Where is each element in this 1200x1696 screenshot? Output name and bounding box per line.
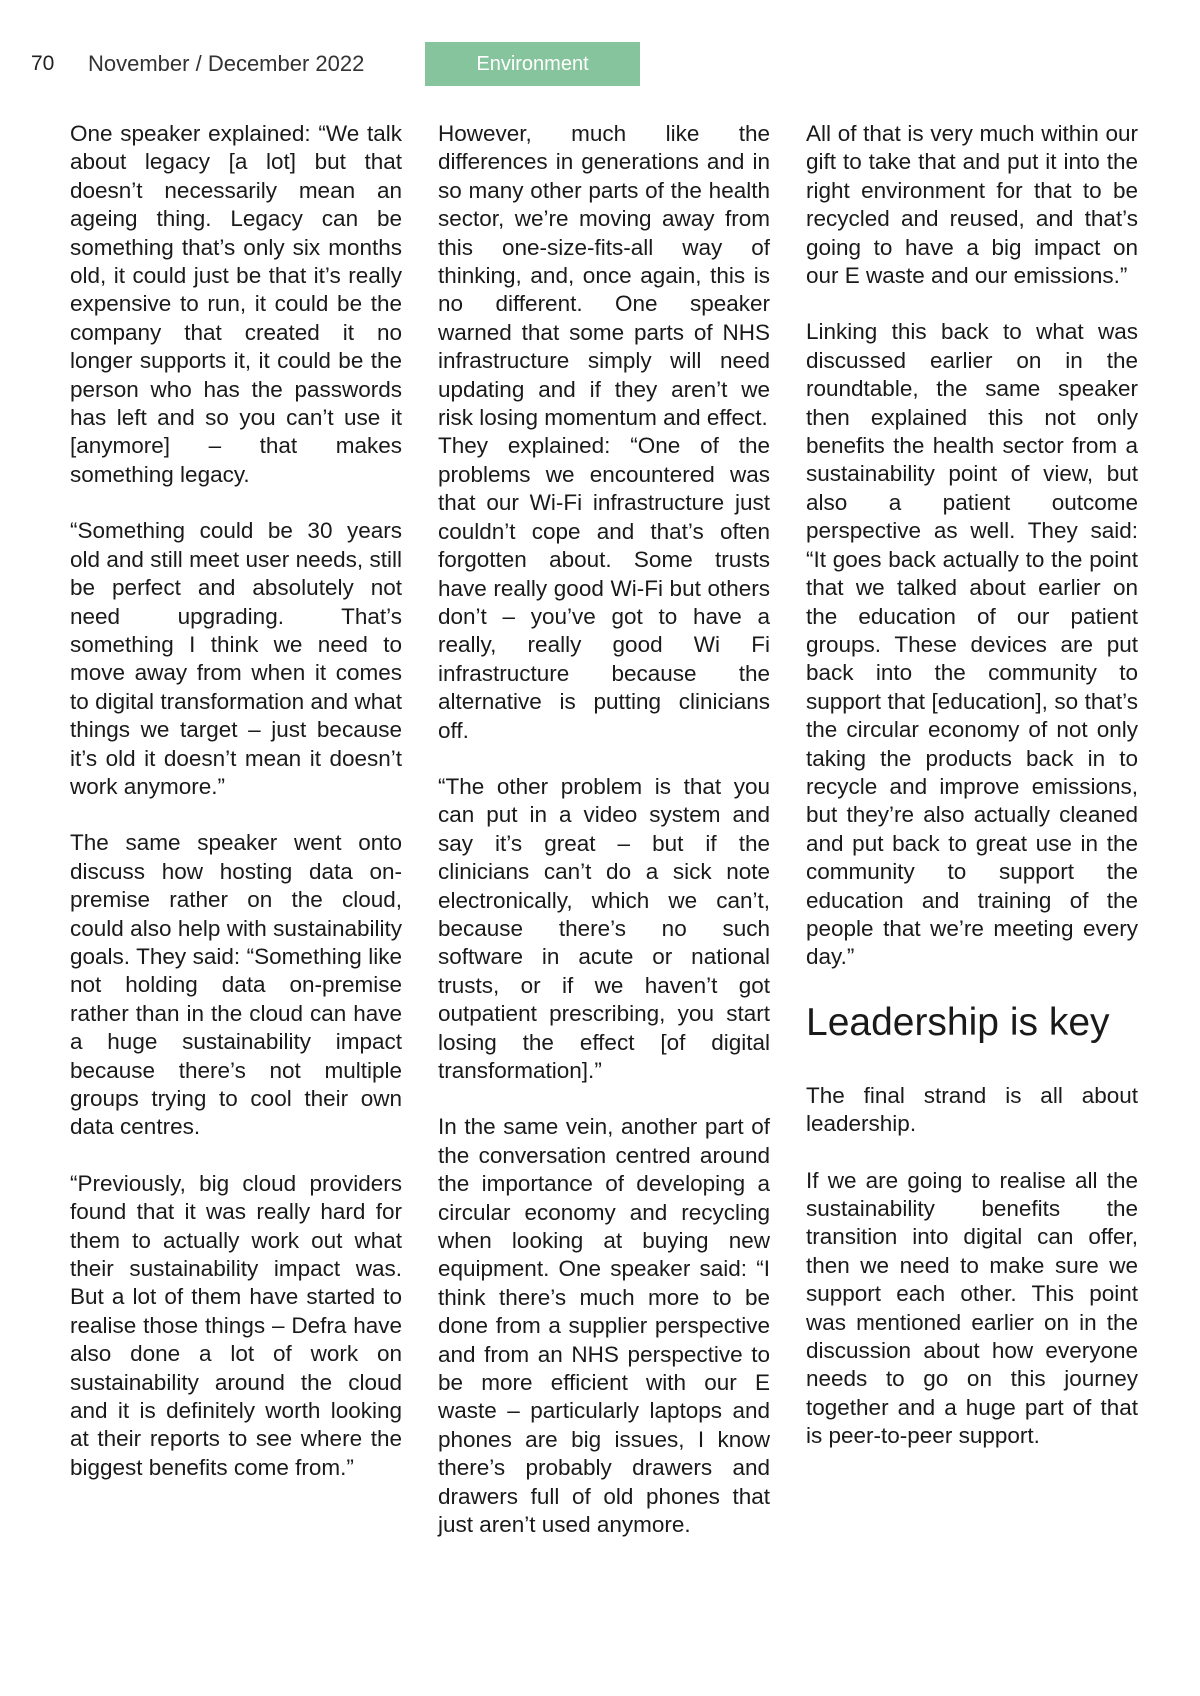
paragraph: “The other problem is that you can put in a video system and say it’s great – but if the clinicians can’t do a sick note electronically, which we can’t, because there’s no such software in acute or national trusts, or if we haven’t got outpatient prescribing, you start losing the effect [of digital transformation].” [438, 773, 770, 1083]
column-2 [438, 120, 770, 1568]
paragraph: The same speaker went onto discuss how hosting data on-premise rather on the cloud, could also help with sustainability goals. They said: “Something like not holding data on-premise rather than in the cloud can have a huge sustainability impact because there’s not multiple groups trying to cool their own data centres. [70, 830, 402, 1140]
paragraph: Linking this back to what was discussed earlier on in the roundtable, the same speaker then explained this not only benefits the health sector from a sustainability point of view, but also a patient outcome perspective as well. They said: “It goes back actually to the point that we talked about earlier on the education of our patient groups. These devices are put back into the community to support that [education], so that’s the circular economy of not only taking the products back in to recycle and improve emissions, but they’re also actually cleaned and put back to great use in the community to support the education and training of the people that we’re meeting every day.” [806, 319, 1138, 970]
paragraph: They explained: “One of the problems we encountered was that our Wi-Fi infrastructure just couldn’t cope and that’s often forgotten about. Some trusts have really good Wi-Fi but others don’t – you’ve got to have a really, really good Wi Fi infrastructure because the alternative is putting clinicians off. [438, 433, 770, 743]
paragraph: All of that is very much within our gift to take that and put it into the right environment for that to be recycled and reused, and that’s going to have a big impact on our E waste and our emissions.” [806, 121, 1138, 289]
paragraph: In the same vein, another part of the conversation centred around the importance of developing a circular economy and recycling when looking at buying new equipment. One speaker said: “I think there’s much more to be done from a supplier perspective and from an NHS perspective to be more efficient with our E waste – particularly laptops and phones are big issues, I know there’s probably drawers and drawers full of old phones that just aren’t used anymore. [438, 1114, 770, 1538]
subheading: Leadership is key [806, 1000, 1110, 1044]
issue-date: November / December 2022 [88, 51, 365, 76]
section-tag: Environment [425, 42, 640, 86]
paragraph: “Previously, big cloud providers found that it was really hard for them to actually work out what their sustainability impact was. But a lot of them have started to realise those things – Defra have also done a lot of work on sustainability around the cloud and it is definitely worth looking at their reports to see where the biggest benefits come from.” [70, 1170, 402, 1480]
page-number: 70 [31, 52, 55, 75]
article-body [70, 120, 1138, 1568]
paragraph: However, much like the differences in generations and in so many other parts of the health sector, we’re moving away from this one-size-fits-all way of thinking, and, once again, this is no different. One speaker warned that some parts of NHS infrastructure simply will need updating and if they aren’t we risk losing momentum and effect. [438, 121, 770, 431]
page-header [31, 41, 640, 87]
paragraph: If we are going to realise all the sustainability benefits the transition into digital can offer, then we need to make sure we support each other. This point was mentioned earlier on in the discussion about how everyone needs to go on this journey together and a huge part of that is peer-to-peer support. [806, 1167, 1138, 1449]
paragraph: “Something could be 30 years old and still meet user needs, still be perfect and absolutely not need upgrading. That’s something I think we need to move away from when it comes to digital transformation and what things we target – just because it’s old it doesn’t mean it doesn’t work anymore.” [70, 518, 402, 799]
paragraph: One speaker explained: “We talk about legacy [a lot] but that doesn’t necessarily mean an ageing thing. Legacy can be something that’s only six months old, it could just be that it’s really expensive to run, it could be the company that created it no longer supports it, it could be the person who has the passwords has left and so you can’t use it [anymore] – that makes something legacy. [70, 121, 402, 487]
column-1 [70, 120, 402, 1568]
paragraph: The final strand is all about leadership. [806, 1082, 1138, 1137]
column-3 [806, 120, 1138, 1568]
